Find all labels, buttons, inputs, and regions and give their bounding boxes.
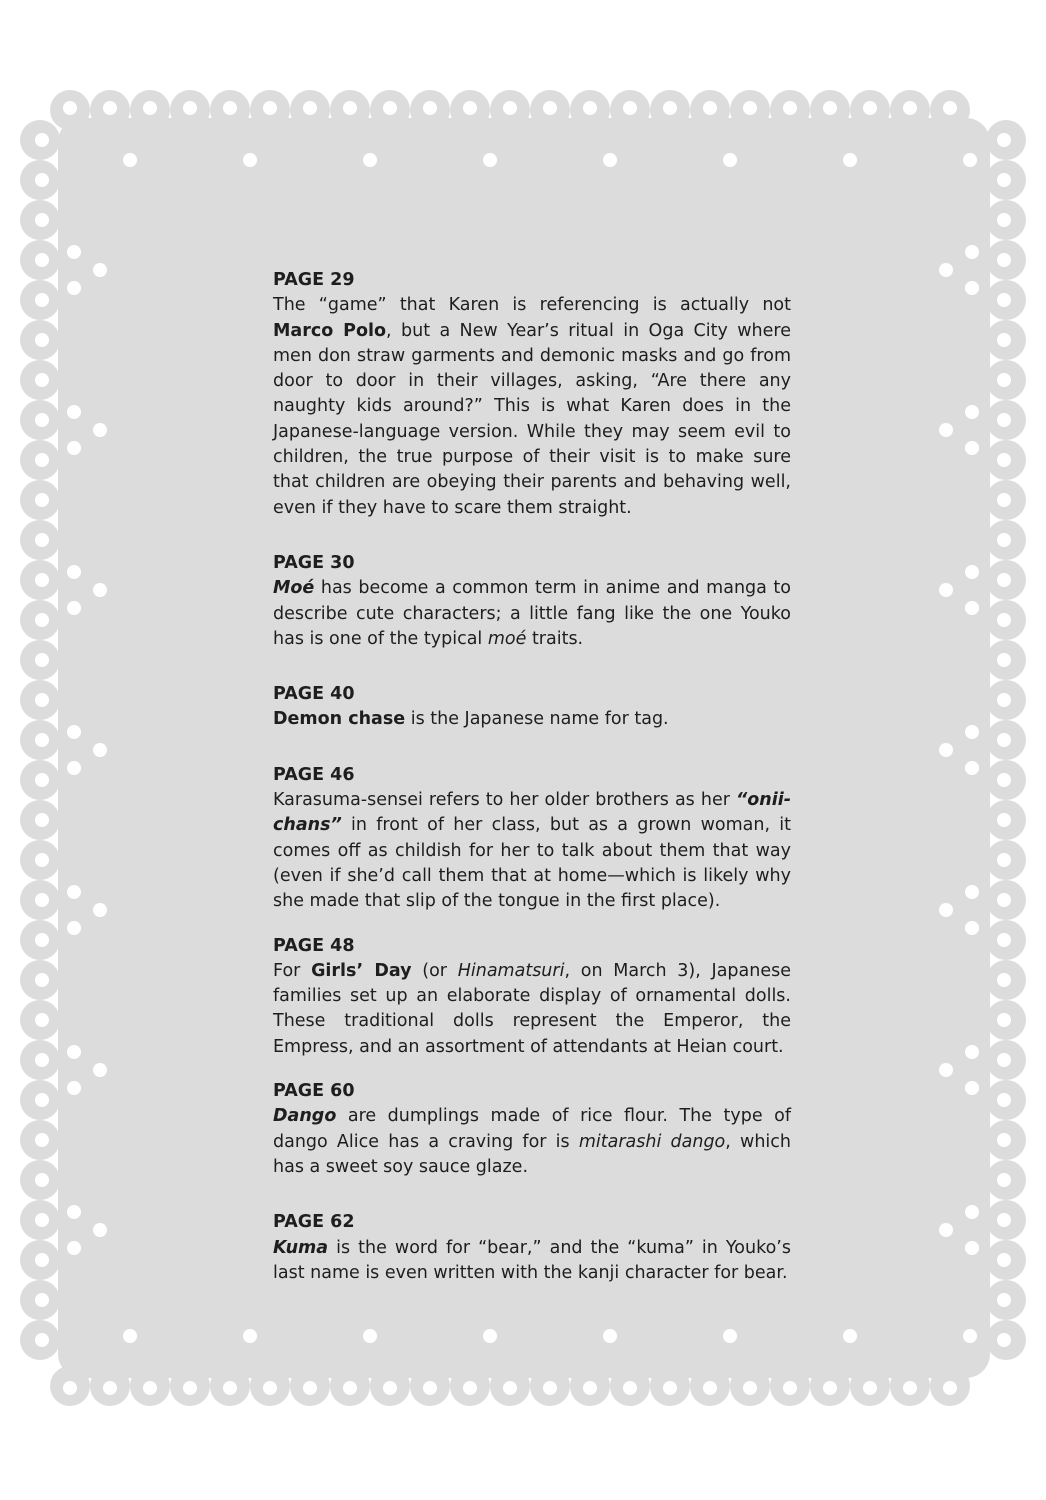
translation-notes xyxy=(273,268,791,1305)
note-text: in front of her class, but as a grown woman, it comes off as childish for her to talk about them that way (even if she’d call them that at home—which is likely why she made that slip of the tongue in the first place). xyxy=(273,815,791,912)
note-text: , on March 3), Japanese families set up an elaborate display of ornamental dolls. These traditional dolls represent the Emperor, the Empress, and an assortment of attendants at Heian court. xyxy=(273,960,791,1057)
note-text: Karasuma-sensei refers to her older brothers as her xyxy=(273,790,736,811)
note-text: , but a New Year’s ritual in Oga City where men don straw garments and demonic masks and go from door to door in their villages, asking, “Are there any naughty kids around?” This is what Karen does in the Japanese-language version. While they may seem evil to children, the true purpose of their visit is to make sure that children are obeying their parents and behaving well, even if they have to scare them straight. xyxy=(273,320,791,518)
note-page-46 xyxy=(273,763,791,915)
note-body xyxy=(273,576,791,652)
note-page-30 xyxy=(273,551,791,652)
note-body xyxy=(273,1236,791,1287)
note-text: traits. xyxy=(526,628,584,649)
term-kuma: Kuma xyxy=(273,1237,329,1258)
note-page-40 xyxy=(273,682,791,733)
note-heading: PAGE 30 xyxy=(273,552,355,573)
note-text: is the word for “bear,” and the “kuma” in Youko’s last name is even written with the kanji character for bear. xyxy=(273,1237,791,1283)
note-page-29 xyxy=(273,268,791,521)
term-girls-day: Girls’ Day xyxy=(311,960,412,981)
note-heading: PAGE 40 xyxy=(273,684,355,705)
note-text: The “game” that Karen is referencing is actually not xyxy=(273,295,791,316)
note-body xyxy=(273,959,791,1060)
note-text: For xyxy=(273,960,312,981)
term-moe: Moé xyxy=(273,578,315,599)
term-onii-chans: “onii-chans” xyxy=(273,790,791,836)
note-text: are dumplings made of rice flour. The type of dango Alice has a craving for is xyxy=(273,1106,791,1152)
term-mitarashi-dango: mitarashi dango xyxy=(578,1131,726,1152)
term-marco-polo: Marco Polo xyxy=(273,320,387,341)
term-dango: Dango xyxy=(273,1106,337,1127)
note-page-48 xyxy=(273,934,791,1060)
note-text: is the Japanese name for tag. xyxy=(405,709,669,730)
term-moe-italic: moé xyxy=(487,628,527,649)
note-heading: PAGE 29 xyxy=(273,270,355,290)
note-page-62 xyxy=(273,1210,791,1286)
note-heading: PAGE 62 xyxy=(273,1212,355,1233)
note-heading: PAGE 60 xyxy=(273,1081,355,1102)
note-body xyxy=(273,707,791,732)
note-heading: PAGE 46 xyxy=(273,764,355,785)
term-demon-chase: Demon chase xyxy=(273,709,406,730)
note-body xyxy=(273,788,791,914)
note-body xyxy=(273,1104,791,1180)
note-text: , which has a sweet soy sauce glaze. xyxy=(273,1131,792,1177)
note-body xyxy=(273,293,791,521)
term-hinamatsuri: Hinamatsuri xyxy=(457,960,565,981)
note-text: (or xyxy=(411,960,458,981)
note-heading: PAGE 48 xyxy=(273,935,355,956)
note-page-60 xyxy=(273,1079,791,1180)
note-text: has become a common term in anime and manga to describe cute characters; a little fang like the one Youko has is one of the typical xyxy=(273,578,791,649)
